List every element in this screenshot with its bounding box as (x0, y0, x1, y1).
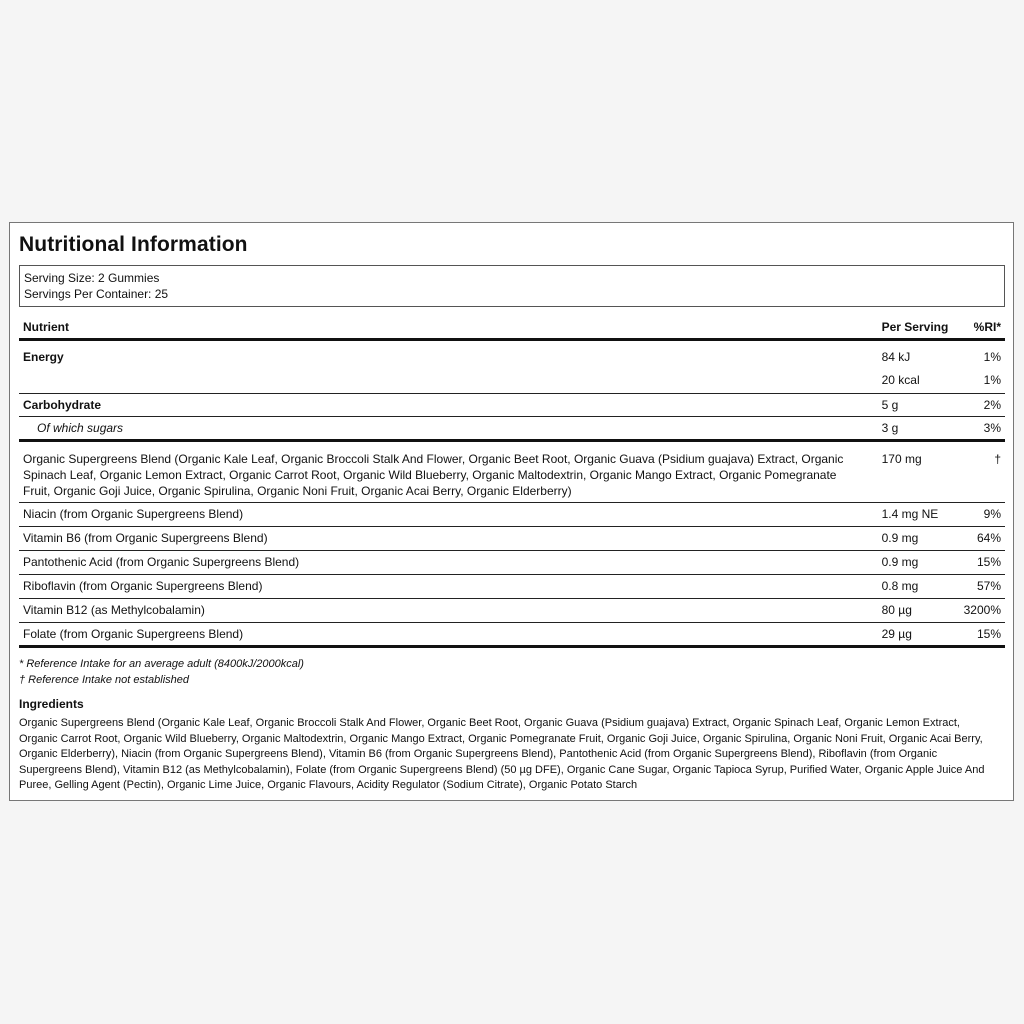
serving-info-box (19, 265, 1005, 307)
energy-kcal: 20 kcal (878, 371, 960, 394)
table-row-energy-kcal (19, 371, 1005, 394)
energy-kj: 84 kJ (881, 350, 911, 364)
carbohydrate-ri: 2% (960, 394, 1005, 417)
row-name: Folate (from Organic Supergreens Blend) (19, 623, 878, 647)
table-row (19, 599, 1005, 623)
row-name: Riboflavin (from Organic Supergreens Blend) (19, 575, 878, 599)
dagger-footnote: † Reference Intake not established (19, 674, 190, 686)
header-nutrient: Nutrient (19, 315, 878, 340)
ingredients-text: Organic Supergreens Blend (Organic Kale Leaf, Organic Broccoli Stalk And Flower, Organic Beet Root, Organic Guava (Psidium guajava) Extract, Organic Spinach Leaf, Organic Lemon Extract, Organic Carrot Root, Organic Wild Blueberry, Organic Maltodextrin, Organic Mango Extract, Organic Pomegranate Fruit, Organic Goji Juice, Organic Spirulina, Organic Noni Fruit, Organic Acai Berry, Organic Elderberry), Niacin (from Organic Supergreens Blend), Vitamin B6 (from Organic Supergreens Blend), Pantothenic Acid (from Organic Supergreens Blend), Riboflavin (from Organic Supergreens Blend), Vitamin B12 (as Methylcobalamin), Folate (from Organic Supergreens Blend) (50 µg DFE), Organic Cane Sugar, Organic Tapioca Syrup, Purified Water, Organic Apple Juice And Puree, Gelling Agent (Pectin), Organic Lime Juice, Organic Flavours, Acidity Regulator (Sodium Citrate), Organic Potato Starch (19, 717, 985, 791)
table-row (19, 623, 1005, 647)
table-row (19, 527, 1005, 551)
table-row-sugars (19, 417, 1005, 441)
energy-kj-ri: 1% (983, 350, 1001, 364)
row-name: Vitamin B12 (as Methylcobalamin) (19, 599, 878, 623)
header-per-serving: Per Serving (878, 315, 960, 340)
row-ri: 3200% (960, 599, 1005, 623)
row-name: Pantothenic Acid (from Organic Supergreens Blend) (19, 551, 878, 575)
footnotes (19, 656, 304, 688)
sugars-label: Of which sugars (19, 417, 878, 441)
row-ri: † (960, 441, 1005, 503)
row-amount: 0.8 mg (878, 575, 960, 599)
ingredients-heading: Ingredients (19, 697, 84, 711)
row-amount: 0.9 mg (878, 551, 960, 575)
sugars-ri: 3% (960, 417, 1005, 441)
table-row-carbohydrate (19, 394, 1005, 417)
row-amount: 170 mg (878, 441, 960, 503)
table-row (19, 575, 1005, 599)
row-name: Niacin (from Organic Supergreens Blend) (19, 503, 878, 527)
servings-per-container: Servings Per Container: 25 (24, 287, 169, 301)
row-amount: 80 µg (878, 599, 960, 623)
row-ri: 57% (960, 575, 1005, 599)
header-ri: %RI* (960, 315, 1005, 340)
energy-kcal-spacer (19, 371, 878, 394)
ri-footnote: * Reference Intake for an average adult (8400kJ/2000kcal) (19, 658, 304, 670)
nutrient-table (19, 315, 1005, 648)
table-row-energy (19, 340, 1005, 372)
table-row (19, 441, 1005, 503)
table-header-row (19, 315, 1005, 340)
row-amount: 0.9 mg (878, 527, 960, 551)
table-row (19, 551, 1005, 575)
row-ri: 9% (960, 503, 1005, 527)
row-amount: 29 µg (878, 623, 960, 647)
row-ri: 15% (960, 623, 1005, 647)
table-row (19, 503, 1005, 527)
row-ri: 15% (960, 551, 1005, 575)
energy-kcal-ri: 1% (960, 371, 1005, 394)
serving-size: Serving Size: 2 Gummies (24, 271, 160, 285)
nutrition-panel (9, 222, 1014, 801)
sugars-amount: 3 g (878, 417, 960, 441)
row-ri: 64% (960, 527, 1005, 551)
carbohydrate-label: Carbohydrate (19, 394, 878, 417)
row-name: Organic Supergreens Blend (Organic Kale Leaf, Organic Broccoli Stalk And Flower, Organic Beet Root, Organic Guava (Psidium guajava) Extract, Organic Spinach Leaf, Organic Lemon Extract, Organic Carrot Root, Organic Wild Blueberry, Organic Maltodextrin, Organic Mango Extract, Organic Pomegranate Fruit, Organic Goji Juice, Organic Spirulina, Organic Noni Fruit, Organic Acai Berry, Organic Elderberry) (19, 441, 878, 503)
energy-label: Energy (23, 350, 64, 364)
carbohydrate-amount: 5 g (878, 394, 960, 417)
panel-title: Nutritional Information (19, 233, 248, 256)
row-name: Vitamin B6 (from Organic Supergreens Blend) (19, 527, 878, 551)
row-amount: 1.4 mg NE (878, 503, 960, 527)
